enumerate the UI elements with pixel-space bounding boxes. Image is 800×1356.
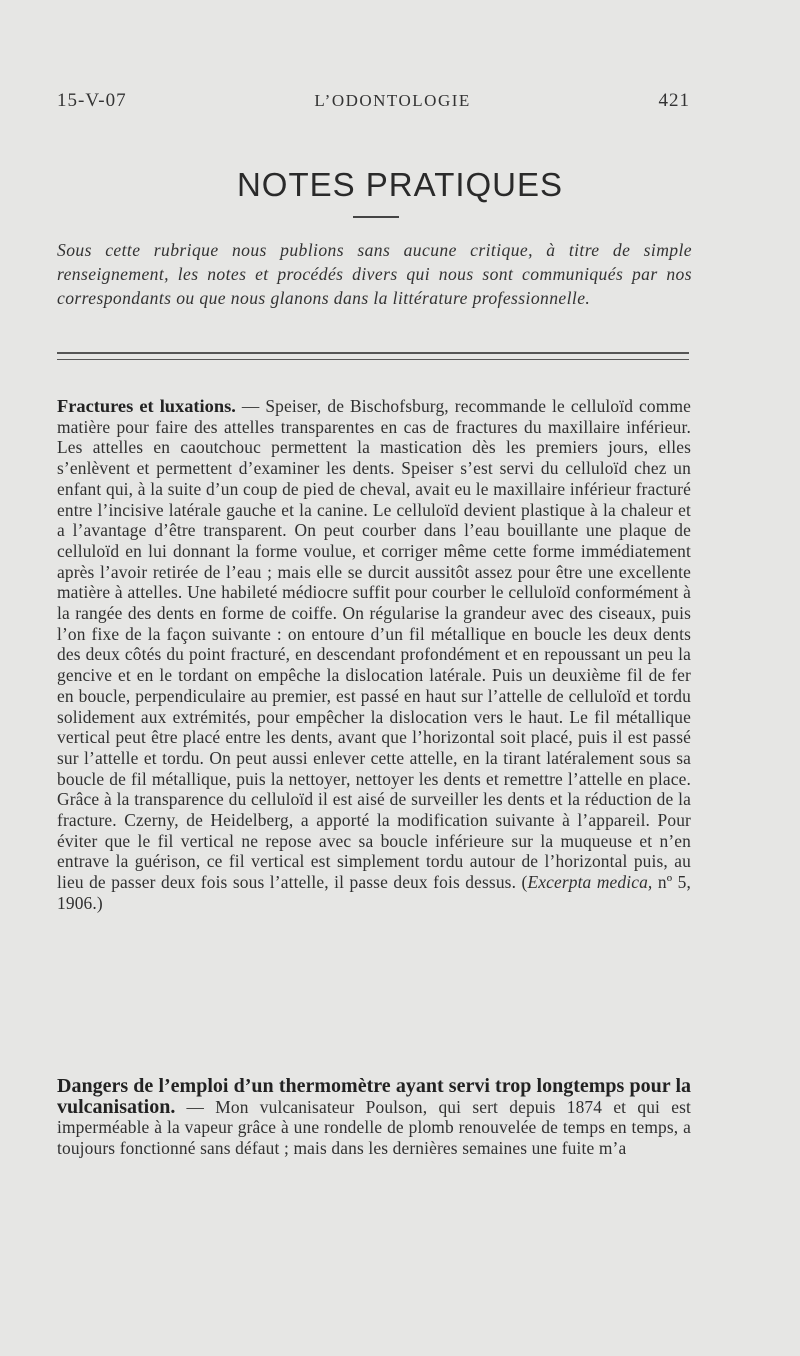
citation-details: nº 5, 1906.) — [57, 872, 691, 913]
article-thermometre — [57, 1076, 691, 1159]
citation-source: Excerpta medica, — [527, 872, 653, 893]
article-text: — Speiser, de Bischofsburg, recommande le celluloïd comme matière pour faire des attelles transparentes en cas de fractures du maxillaire inférieur. Les attelles en caoutchouc permettent la mastication dès les premiers jours, elles s’enlèvent et permettent d’examiner les dents. Speiser s’est servi du celluloïd chez un enfant qui, à la suite d’un coup de pied de cheval, avait eu le maxillaire inférieur fracturé entre l’incisive latérale gauche et la canine. Le celluloïd devient plastique à la chaleur et a l’avantage d’être transparent. On peut courber dans l’eau bouillante une plaque de celluloïd en lui donnant la forme voulue, et corriger même cette forme immédiatement après l’avoir retirée de l’eau ; mais elle se durcit aussitôt assez pour être une excellente matière à attelles. Une habileté médiocre suffit pour courber le celluloïd conformément à la rangée des dents en forme de coiffe. On régularise la grandeur avec des ciseaux, puis l’on fixe de la façon suivante : on entoure d’un fil métallique en boucle les deux dents des deux côtés du point fracturé, en descendant profondément et en repoussant un peu la gencive et en le tordant on empêche la dislocation latérale. Puis un deuxième fil de fer en boucle, perpendiculaire au premier, est passé en haut sur l’attelle de celluloïd et tordu solidement aux extrémités, pour empêcher la dislocation vers le haut. Le fil métallique vertical peut être placé entre les dents, avant que l’horizontal soit placé, puis il est passé sur l’attelle et tordu. On peut aussi enlever cette attelle, en la tirant latéralement sous sa boucle de fil métallique, puis la nettoyer, nettoyer les dents et remettre l’attelle en place. Grâce à la transparence du celluloïd il est aisé de surveiller les dents et la réduction de la fracture. Czerny, de Heidelberg, a apporté la modification suivante à l’appareil. Pour éviter que le fil vertical ne repose avec sa boucle inférieure sur la muqueuse et n’en entrave la guérison, ce fil vertical est simplement tordu autour de l’horizontal puis, au lieu de passer deux fois sous l’attelle, il passe deux fois dessus. ( — [57, 396, 691, 893]
running-head — [57, 90, 690, 112]
article-text: — Mon vulcanisateur Poulson, qui sert depuis 1874 et qui est imperméable à la vapeur grâce à une rondelle de plomb renouvelée de temps en temps, a toujours fonctionné sans défaut ; mais dans les dernières semaines une fuite m’a — [57, 1096, 691, 1159]
article-heading: Dangers de l’emploi d’un thermomètre ayant servi trop longtemps pour la vulcanisation. — [57, 1075, 691, 1118]
journal-name: L’ODONTOLOGIE — [314, 91, 471, 110]
article-paragraph — [57, 396, 691, 914]
title-rule — [353, 216, 399, 218]
article-heading: Fractures et luxations. — [57, 396, 236, 416]
page-title: NOTES PRATIQUES — [236, 166, 564, 203]
intro-paragraph: Sous cette rubrique nous publions sans aucune critique, à titre de simple renseignement, les notes et procédés divers qui nous sont communiqués par nos correspondants ou que nous glanons dans la littérature professionnelle. — [57, 240, 692, 308]
page-number: 421 — [658, 90, 690, 111]
article-paragraph — [57, 1076, 691, 1159]
section-divider — [57, 352, 689, 360]
article-fractures — [57, 396, 691, 914]
issue-date: 15-V-07 — [57, 90, 127, 111]
